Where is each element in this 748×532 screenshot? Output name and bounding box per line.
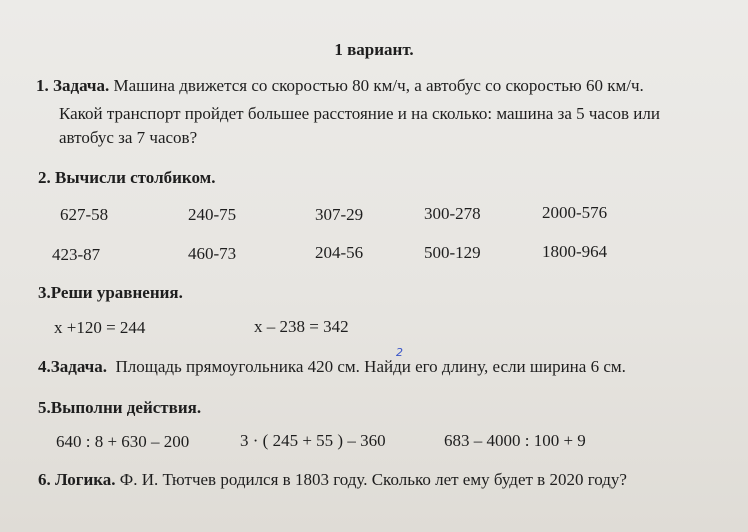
task2-cell: 1800-964 <box>542 242 608 261</box>
expression-2: 3 · ( 245 + 55 ) – 360 <box>240 431 386 450</box>
task2-cell: 423-87 <box>52 245 101 264</box>
task3-label: 3.Реши уравнения. <box>38 283 183 302</box>
task2-cell: 204-56 <box>315 243 364 262</box>
handwritten-superscript: 2 <box>396 346 403 359</box>
task1-label: 1. Задача. <box>36 76 110 95</box>
task2-cell: 2000-576 <box>542 203 608 222</box>
task3-heading <box>38 283 183 303</box>
task2-heading <box>38 168 215 188</box>
task4-text: Площадь прямоугольника 420 см. Найди его длину, если ширина 6 см. <box>115 357 626 376</box>
task6-text: Ф. И. Тютчев родился в 1803 году. Сколько лет ему будет в 2020 году? <box>119 470 627 489</box>
task2-cell: 627-58 <box>60 205 109 224</box>
task1-text-line3: автобус за 7 часов? <box>59 128 198 147</box>
task2-cell: 300-278 <box>424 204 481 223</box>
task6-label: 6. Логика. <box>38 470 116 489</box>
task2-cell: 460-73 <box>188 244 237 263</box>
task2-cell: 500-129 <box>424 243 481 262</box>
task2-cell: 307-29 <box>315 205 364 224</box>
task5-heading <box>38 398 201 418</box>
equation-1: х +120 = 244 <box>54 318 146 337</box>
task6-line <box>38 470 627 490</box>
task4-line <box>38 357 626 377</box>
task1-text-line1: Машина движется со скоростью 80 км/ч, а автобус со скоростью 60 км/ч. <box>113 76 644 95</box>
variant-title: 1 вариант. <box>334 40 414 59</box>
task1-line1 <box>36 76 644 96</box>
equation-2: х – 238 = 342 <box>254 317 349 336</box>
expression-3: 683 – 4000 : 100 + 9 <box>444 431 586 450</box>
expression-1: 640 : 8 + 630 – 200 <box>56 432 190 451</box>
task2-cell: 240-75 <box>188 205 237 224</box>
task5-label: 5.Выполни действия. <box>38 398 202 417</box>
task4-label: 4.Задача. <box>38 357 107 376</box>
task1-text-line2: Какой транспорт пройдет большее расстояние и на сколько: машина за 5 часов или <box>59 104 660 123</box>
task2-label: 2. Вычисли столбиком. <box>38 168 216 187</box>
